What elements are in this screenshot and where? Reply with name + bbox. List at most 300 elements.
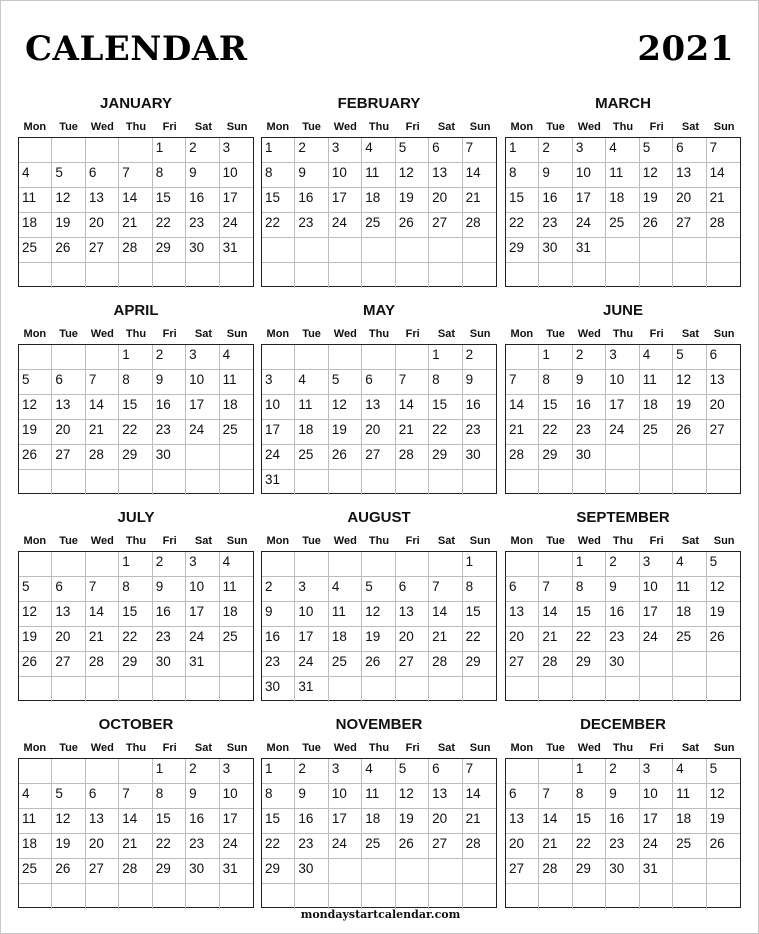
day-cell: 31	[262, 470, 295, 495]
day-cell: 28	[119, 859, 152, 884]
day-cell	[707, 238, 740, 263]
day-cell	[119, 263, 152, 288]
day-cell: 26	[52, 859, 85, 884]
weekday-label: Tue	[302, 328, 321, 340]
day-cell: 14	[539, 602, 572, 627]
day-cell: 27	[673, 213, 706, 238]
weekday-label: Wed	[333, 121, 357, 133]
day-cell: 19	[396, 809, 429, 834]
day-cell: 25	[295, 445, 328, 470]
day-cell	[153, 677, 186, 702]
day-cell: 24	[329, 213, 362, 238]
month-grid	[261, 758, 497, 908]
day-cell: 17	[329, 809, 362, 834]
day-cell	[396, 345, 429, 370]
day-cell	[429, 470, 462, 495]
day-cell: 23	[573, 420, 606, 445]
day-cell	[429, 677, 462, 702]
day-cell	[506, 677, 539, 702]
day-cell: 20	[86, 213, 119, 238]
day-cell	[295, 884, 328, 909]
month-march	[505, 93, 741, 287]
day-cell: 7	[539, 577, 572, 602]
day-cell	[707, 652, 740, 677]
day-cell: 11	[329, 602, 362, 627]
day-cell	[463, 677, 496, 702]
day-cell	[506, 345, 539, 370]
day-cell: 24	[295, 652, 328, 677]
day-cell: 4	[19, 163, 52, 188]
day-cell	[86, 884, 119, 909]
weekday-header	[18, 738, 254, 758]
day-cell	[220, 652, 253, 677]
day-cell: 6	[86, 163, 119, 188]
day-cell: 16	[186, 809, 219, 834]
day-cell: 22	[506, 213, 539, 238]
day-cell: 24	[186, 420, 219, 445]
day-cell: 5	[707, 759, 740, 784]
day-cell: 31	[220, 238, 253, 263]
weekday-label: Wed	[333, 535, 357, 547]
day-cell	[640, 263, 673, 288]
day-cell	[673, 470, 706, 495]
day-cell: 13	[673, 163, 706, 188]
day-cell: 30	[262, 677, 295, 702]
day-cell	[186, 884, 219, 909]
weekday-label: Mon	[266, 742, 290, 754]
month-august	[261, 507, 497, 701]
day-cell: 17	[640, 809, 673, 834]
day-cell: 22	[119, 627, 152, 652]
day-cell: 20	[707, 395, 740, 420]
day-cell	[19, 138, 52, 163]
day-cell: 5	[19, 370, 52, 395]
weekday-header	[505, 324, 741, 344]
day-cell	[396, 884, 429, 909]
day-cell: 16	[463, 395, 496, 420]
day-cell: 26	[329, 445, 362, 470]
day-cell	[329, 884, 362, 909]
day-cell: 9	[186, 163, 219, 188]
day-cell: 26	[396, 213, 429, 238]
weekday-label: Mon	[510, 328, 534, 340]
day-cell	[673, 884, 706, 909]
weekday-label: Tue	[59, 121, 78, 133]
day-cell: 20	[506, 834, 539, 859]
weekday-label: Thu	[612, 535, 634, 547]
day-cell: 8	[539, 370, 572, 395]
day-cell: 13	[362, 395, 395, 420]
day-cell: 14	[707, 163, 740, 188]
weekday-label: Thu	[368, 742, 390, 754]
day-cell	[573, 884, 606, 909]
day-cell: 7	[463, 759, 496, 784]
day-cell	[19, 552, 52, 577]
day-cell: 25	[19, 238, 52, 263]
day-cell	[220, 677, 253, 702]
day-cell: 14	[539, 809, 572, 834]
day-cell: 11	[19, 809, 52, 834]
weekday-label: Mon	[510, 742, 534, 754]
weekday-label: Wed	[577, 742, 601, 754]
day-cell: 13	[506, 602, 539, 627]
day-cell	[220, 263, 253, 288]
day-cell: 3	[573, 138, 606, 163]
day-cell: 19	[19, 420, 52, 445]
day-cell: 7	[86, 577, 119, 602]
day-cell: 12	[19, 602, 52, 627]
day-cell: 8	[506, 163, 539, 188]
day-cell: 6	[52, 370, 85, 395]
day-cell	[640, 884, 673, 909]
day-cell: 8	[429, 370, 462, 395]
weekday-label: Sat	[194, 121, 212, 133]
day-cell: 19	[329, 420, 362, 445]
day-cell	[220, 470, 253, 495]
day-cell: 12	[362, 602, 395, 627]
day-cell: 29	[119, 652, 152, 677]
weekday-label: Fri	[405, 742, 420, 754]
day-cell: 20	[86, 834, 119, 859]
day-cell: 29	[573, 859, 606, 884]
day-cell	[362, 884, 395, 909]
day-cell: 13	[52, 602, 85, 627]
day-cell: 6	[673, 138, 706, 163]
day-cell: 29	[463, 652, 496, 677]
day-cell: 10	[640, 577, 673, 602]
day-cell: 1	[119, 345, 152, 370]
calendar-year: 2021	[637, 29, 734, 69]
day-cell: 27	[429, 834, 462, 859]
day-cell: 25	[606, 213, 639, 238]
day-cell: 3	[186, 345, 219, 370]
month-january	[18, 93, 254, 287]
day-cell: 11	[295, 395, 328, 420]
day-cell	[19, 263, 52, 288]
weekday-header	[505, 738, 741, 758]
day-cell: 26	[19, 652, 52, 677]
day-cell: 25	[329, 652, 362, 677]
day-cell: 3	[262, 370, 295, 395]
day-cell: 31	[186, 652, 219, 677]
day-cell	[640, 470, 673, 495]
day-cell: 31	[220, 859, 253, 884]
day-cell: 18	[19, 834, 52, 859]
day-cell: 22	[153, 213, 186, 238]
day-cell: 22	[153, 834, 186, 859]
day-cell: 26	[19, 445, 52, 470]
day-cell: 1	[573, 552, 606, 577]
day-cell: 4	[362, 138, 395, 163]
calendar-title: CALENDAR	[25, 29, 248, 69]
day-cell: 30	[539, 238, 572, 263]
day-cell: 1	[262, 759, 295, 784]
day-cell: 11	[362, 784, 395, 809]
day-cell: 21	[86, 420, 119, 445]
weekday-header	[18, 324, 254, 344]
weekday-header	[18, 531, 254, 551]
day-cell: 12	[707, 577, 740, 602]
day-cell	[362, 238, 395, 263]
day-cell	[295, 263, 328, 288]
day-cell: 1	[153, 138, 186, 163]
day-cell: 2	[295, 138, 328, 163]
day-cell: 19	[362, 627, 395, 652]
day-cell: 20	[362, 420, 395, 445]
day-cell	[573, 677, 606, 702]
day-cell: 15	[262, 188, 295, 213]
weekday-label: Sat	[681, 328, 699, 340]
day-cell: 11	[673, 784, 706, 809]
month-grid	[505, 758, 741, 908]
month-name: NOVEMBER	[335, 716, 423, 733]
day-cell: 3	[329, 138, 362, 163]
day-cell: 21	[463, 188, 496, 213]
day-cell: 18	[673, 602, 706, 627]
day-cell: 10	[573, 163, 606, 188]
day-cell: 2	[539, 138, 572, 163]
day-cell: 1	[573, 759, 606, 784]
day-cell	[429, 859, 462, 884]
day-cell: 17	[606, 395, 639, 420]
day-cell: 8	[573, 577, 606, 602]
weekday-label: Thu	[125, 742, 147, 754]
day-cell: 28	[463, 213, 496, 238]
day-cell	[19, 759, 52, 784]
weekday-label: Mon	[23, 535, 47, 547]
weekday-label: Tue	[59, 742, 78, 754]
weekday-header	[505, 531, 741, 551]
day-cell: 2	[186, 759, 219, 784]
day-cell: 6	[396, 577, 429, 602]
day-cell: 23	[539, 213, 572, 238]
weekday-header	[261, 738, 497, 758]
day-cell: 8	[119, 370, 152, 395]
day-cell: 21	[119, 213, 152, 238]
weekday-label: Sat	[194, 328, 212, 340]
day-cell: 6	[429, 138, 462, 163]
day-cell: 1	[539, 345, 572, 370]
day-cell: 27	[52, 445, 85, 470]
day-cell: 24	[640, 627, 673, 652]
weekday-label: Fri	[405, 535, 420, 547]
day-cell: 22	[573, 627, 606, 652]
month-grid	[18, 758, 254, 908]
day-cell: 20	[673, 188, 706, 213]
month-grid	[505, 551, 741, 701]
day-cell: 29	[573, 652, 606, 677]
weekday-label: Wed	[333, 328, 357, 340]
day-cell	[52, 263, 85, 288]
day-cell: 24	[573, 213, 606, 238]
weekday-label: Sat	[681, 121, 699, 133]
day-cell: 7	[539, 784, 572, 809]
day-cell	[329, 552, 362, 577]
day-cell	[606, 884, 639, 909]
day-cell	[19, 677, 52, 702]
day-cell	[539, 263, 572, 288]
weekday-label: Sun	[469, 121, 491, 133]
day-cell: 5	[329, 370, 362, 395]
day-cell: 3	[640, 759, 673, 784]
day-cell	[673, 238, 706, 263]
day-cell: 15	[506, 188, 539, 213]
day-cell: 9	[573, 370, 606, 395]
day-cell: 21	[539, 627, 572, 652]
weekday-label: Tue	[546, 328, 565, 340]
day-cell	[52, 345, 85, 370]
month-grid	[505, 137, 741, 287]
day-cell: 17	[186, 395, 219, 420]
day-cell	[186, 263, 219, 288]
month-name: OCTOBER	[98, 716, 174, 733]
day-cell	[673, 652, 706, 677]
day-cell	[506, 759, 539, 784]
day-cell: 11	[606, 163, 639, 188]
weekday-label: Fri	[162, 121, 177, 133]
day-cell	[262, 552, 295, 577]
day-cell: 30	[153, 652, 186, 677]
day-cell: 30	[186, 238, 219, 263]
day-cell	[506, 552, 539, 577]
day-cell: 1	[463, 552, 496, 577]
day-cell: 8	[262, 784, 295, 809]
day-cell: 28	[463, 834, 496, 859]
weekday-label: Thu	[125, 328, 147, 340]
month-may	[261, 300, 497, 494]
day-cell: 24	[329, 834, 362, 859]
weekday-label: Fri	[162, 535, 177, 547]
weekday-label: Sat	[437, 535, 455, 547]
day-cell	[362, 552, 395, 577]
day-cell	[119, 884, 152, 909]
day-cell: 27	[506, 859, 539, 884]
day-cell	[153, 470, 186, 495]
day-cell: 25	[362, 834, 395, 859]
day-cell: 25	[673, 834, 706, 859]
day-cell: 2	[186, 138, 219, 163]
day-cell: 30	[573, 445, 606, 470]
month-grid	[18, 551, 254, 701]
day-cell: 11	[19, 188, 52, 213]
day-cell: 22	[429, 420, 462, 445]
day-cell: 15	[539, 395, 572, 420]
weekday-label: Thu	[368, 328, 390, 340]
day-cell: 27	[429, 213, 462, 238]
day-cell: 15	[429, 395, 462, 420]
weekday-label: Sun	[226, 535, 248, 547]
day-cell: 29	[539, 445, 572, 470]
day-cell: 5	[52, 784, 85, 809]
day-cell: 7	[463, 138, 496, 163]
day-cell	[707, 263, 740, 288]
day-cell	[295, 238, 328, 263]
day-cell: 11	[220, 577, 253, 602]
day-cell: 14	[119, 188, 152, 213]
day-cell: 24	[220, 213, 253, 238]
day-cell: 3	[220, 759, 253, 784]
day-cell: 27	[707, 420, 740, 445]
day-cell: 3	[295, 577, 328, 602]
day-cell: 18	[19, 213, 52, 238]
day-cell: 1	[153, 759, 186, 784]
day-cell	[19, 345, 52, 370]
day-cell: 8	[463, 577, 496, 602]
day-cell	[539, 759, 572, 784]
day-cell: 16	[539, 188, 572, 213]
day-cell: 23	[153, 420, 186, 445]
day-cell: 8	[262, 163, 295, 188]
day-cell: 30	[606, 652, 639, 677]
day-cell: 18	[362, 809, 395, 834]
day-cell: 9	[153, 577, 186, 602]
weekday-label: Sun	[713, 121, 735, 133]
weekday-label: Wed	[333, 742, 357, 754]
day-cell: 5	[707, 552, 740, 577]
day-cell	[86, 470, 119, 495]
day-cell: 18	[606, 188, 639, 213]
day-cell: 22	[463, 627, 496, 652]
day-cell: 26	[362, 652, 395, 677]
day-cell: 1	[429, 345, 462, 370]
weekday-label: Tue	[302, 742, 321, 754]
weekday-label: Mon	[266, 328, 290, 340]
weekday-label: Sat	[681, 742, 699, 754]
day-cell	[606, 238, 639, 263]
month-september	[505, 507, 741, 701]
weekday-label: Sun	[469, 742, 491, 754]
month-name: JANUARY	[100, 95, 172, 112]
day-cell	[506, 263, 539, 288]
day-cell: 13	[707, 370, 740, 395]
day-cell	[329, 263, 362, 288]
day-cell	[573, 470, 606, 495]
weekday-label: Wed	[90, 535, 114, 547]
day-cell: 12	[396, 163, 429, 188]
weekday-label: Tue	[59, 535, 78, 547]
weekday-label: Sat	[437, 328, 455, 340]
day-cell: 29	[429, 445, 462, 470]
day-cell: 5	[640, 138, 673, 163]
day-cell: 4	[362, 759, 395, 784]
day-cell: 13	[429, 163, 462, 188]
day-cell: 13	[86, 809, 119, 834]
day-cell: 14	[86, 395, 119, 420]
day-cell: 7	[119, 163, 152, 188]
day-cell: 31	[640, 859, 673, 884]
day-cell: 2	[606, 552, 639, 577]
month-name: JUNE	[602, 302, 643, 319]
day-cell: 25	[220, 420, 253, 445]
day-cell: 25	[362, 213, 395, 238]
day-cell	[463, 859, 496, 884]
day-cell	[396, 238, 429, 263]
day-cell: 11	[362, 163, 395, 188]
day-cell	[707, 859, 740, 884]
day-cell	[52, 470, 85, 495]
day-cell: 12	[396, 784, 429, 809]
day-cell	[463, 470, 496, 495]
day-cell: 9	[539, 163, 572, 188]
day-cell: 2	[153, 552, 186, 577]
day-cell	[362, 263, 395, 288]
day-cell	[429, 552, 462, 577]
weekday-label: Fri	[405, 328, 420, 340]
day-cell: 22	[119, 420, 152, 445]
day-cell: 29	[153, 238, 186, 263]
day-cell	[262, 884, 295, 909]
day-cell: 20	[506, 627, 539, 652]
